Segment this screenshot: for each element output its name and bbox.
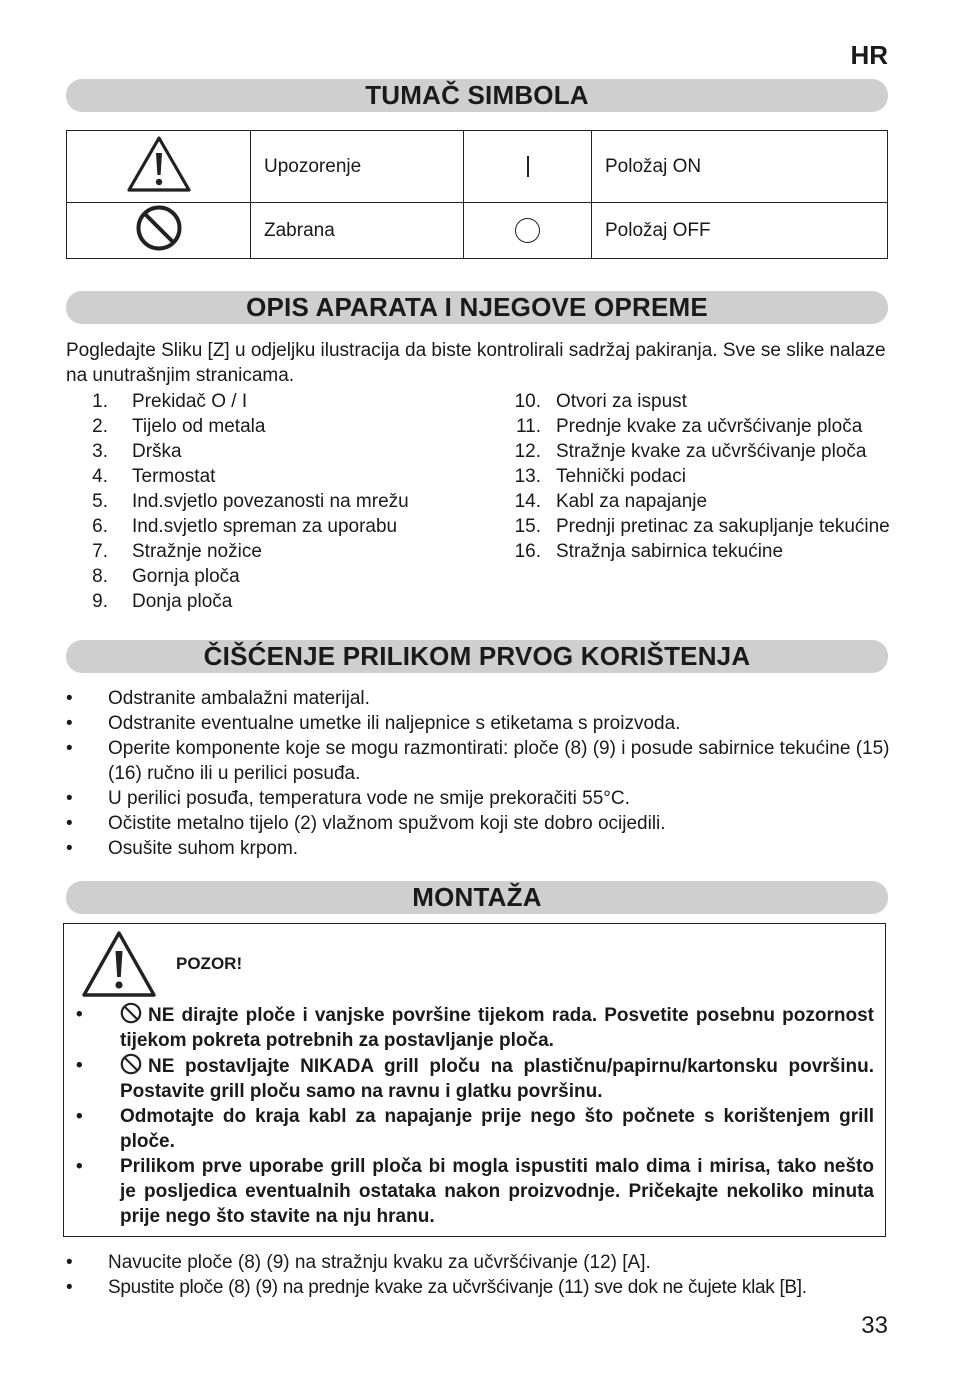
list-item [76, 1002, 874, 1053]
item-text: Donja ploča [132, 591, 233, 612]
symbol-label: Položaj ON [592, 131, 888, 203]
prohibition-icon [135, 204, 183, 252]
section-title-symbols: TUMAČ SIMBOLA [66, 79, 888, 112]
parts-list-right [505, 389, 895, 564]
item-text: Otvori za ispust [556, 391, 687, 412]
item-number: 10. [514, 391, 541, 412]
list-item [66, 389, 466, 414]
item-number: 7. [92, 541, 108, 562]
list-item [66, 564, 466, 589]
symbol-cell [464, 203, 592, 259]
item-number: 12. [514, 441, 541, 462]
item-number: 4. [92, 466, 108, 487]
list-item [505, 514, 895, 539]
item-text: Očistite metalno tijelo (2) vlažnom spužvom koji ste dobro ocijedili. [108, 813, 666, 834]
item-text: NE dirajte ploče i vanjske površine tijekom rada. Posvetite posebnu pozornost tijekom pokreta potrebnih za postavljanje ploča. [120, 1005, 874, 1051]
list-item [505, 489, 895, 514]
item-number: 5. [92, 491, 108, 512]
item-text: Prednji pretinac za sakupljanje tekućine [556, 516, 890, 537]
symbol-cell [67, 203, 251, 259]
bullet: • [76, 1055, 83, 1076]
item-text: U perilici posuđa, temperatura vode ne smije prekoračiti 55°C. [108, 788, 630, 809]
symbol-label: Zabrana [251, 203, 464, 259]
item-text: Prednje kvake za učvršćivanje ploča [556, 416, 863, 437]
item-text: Odstranite ambalažni materijal. [108, 688, 370, 709]
symbols-row [67, 131, 888, 203]
section-title-assembly: MONTAŽA [66, 881, 888, 914]
item-number: 14. [514, 491, 541, 512]
item-text: Prekidač O / I [132, 391, 248, 412]
warning-triangle-icon [126, 135, 192, 193]
bullet: • [66, 1252, 73, 1273]
item-text: Prilikom prve uporabe grill ploča bi mogla ispustiti malo dima i mirisa, tako nešto je posljedica eventualnih ostataka nakon proizvodnje. Pričekajte nekoliko minuta prije nego što stavite na nju hranu. [120, 1156, 874, 1227]
off-circle-icon [515, 218, 540, 243]
list-item [66, 539, 466, 564]
item-text: Ind.svjetlo spreman za uporabu [132, 516, 398, 537]
bullet: • [66, 688, 73, 709]
section-title-description: OPIS APARATA I NJEGOVE OPREME [66, 291, 888, 324]
item-number: 11. [515, 416, 541, 437]
symbol-label: Upozorenje [251, 131, 464, 203]
bullet: • [66, 738, 73, 759]
section-title-cleaning: ČIŠĆENJE PRILIKOM PRVOG KORIŠTENJA [66, 640, 888, 673]
symbol-label: Položaj OFF [592, 203, 888, 259]
item-text: Ind.svjetlo povezanosti na mrežu [132, 491, 409, 512]
symbol-cell [67, 131, 251, 203]
item-text: Spustite ploče (8) (9) na prednje kvake za učvršćivanje (11) sve dok ne čujete klak [B]. [108, 1277, 807, 1298]
intro-paragraph: Pogledajte Sliku [Z] u odjeljku ilustracija da biste kontrolirali sadržaj pakiranja. Sve se slike nalaze na unutrašnjim stranicama. [66, 340, 886, 386]
on-bar-icon [527, 156, 529, 177]
prohibition-icon [120, 1053, 142, 1075]
symbols-table [66, 130, 888, 259]
list-item [505, 439, 895, 464]
item-text: Navucite ploče (8) (9) na stražnju kvaku za učvršćivanje (12) [A]. [108, 1252, 651, 1273]
parts-list-left [66, 389, 466, 614]
prohibition-icon [120, 1002, 142, 1024]
item-number: 3. [92, 441, 108, 462]
item-number: 13. [514, 466, 541, 487]
warning-box [63, 923, 886, 1237]
bullet: • [76, 1004, 83, 1025]
item-text: Operite komponente koje se mogu razmontirati: ploče (8) (9) i posude sabirnice tekućine (15) (16) ručno ili u perilici posuđa. [108, 738, 890, 784]
item-text: Stražnje nožice [132, 541, 262, 562]
list-item [66, 786, 890, 811]
item-number: 1. [92, 391, 108, 412]
list-item [76, 1053, 874, 1104]
list-item [66, 686, 890, 711]
list-item [66, 1275, 890, 1300]
item-number: 16. [514, 541, 541, 562]
item-number: 6. [92, 516, 108, 537]
list-item [505, 414, 895, 439]
list-item [76, 1154, 874, 1229]
item-text: Termostat [132, 466, 216, 487]
list-item [505, 389, 895, 414]
item-text: Stražnje kvake za učvršćivanje ploča [556, 441, 867, 462]
item-text-wrap [120, 1002, 874, 1053]
item-text: NE postavljajte NIKADA grill ploču na plastičnu/papirnu/kartonsku površinu. Postavite grill ploču samo na ravnu i glatku površinu. [120, 1056, 874, 1102]
warning-triangle-icon [81, 930, 157, 998]
item-text-wrap [120, 1053, 874, 1104]
list-item [66, 1250, 890, 1275]
item-number: 8. [92, 566, 108, 587]
bullet: • [66, 788, 73, 809]
item-text: Kabl za napajanje [556, 491, 708, 512]
bullet: • [76, 1156, 83, 1177]
page-number: 33 [861, 1312, 888, 1339]
list-item [66, 439, 466, 464]
item-text: Odmotajte do kraja kabl za napajanje prije nego što počnete s korištenjem grill ploče. [120, 1106, 874, 1152]
warning-title: POZOR! [176, 954, 243, 973]
list-item [66, 836, 890, 861]
item-text: Gornja ploča [132, 566, 240, 587]
bullet: • [76, 1106, 83, 1127]
item-text: Drška [132, 441, 182, 462]
list-item [66, 489, 466, 514]
item-text: Stražnja sabirnica tekućine [556, 541, 784, 562]
bullet: • [66, 713, 73, 734]
list-item [66, 589, 466, 614]
list-item [505, 539, 895, 564]
item-text: Tijelo od metala [132, 416, 266, 437]
item-number: 9. [92, 591, 108, 612]
symbol-cell [464, 131, 592, 203]
list-item [505, 464, 895, 489]
list-item [66, 514, 466, 539]
bullet: • [66, 1277, 73, 1298]
warning-list [76, 1002, 874, 1229]
item-text: Tehnički podaci [556, 466, 686, 487]
list-item [66, 464, 466, 489]
list-item [66, 811, 890, 836]
list-item [66, 736, 890, 786]
bullet: • [66, 813, 73, 834]
list-item [66, 711, 890, 736]
item-text: Odstranite eventualne umetke ili naljepnice s etiketama s proizvoda. [108, 713, 681, 734]
item-number: 2. [92, 416, 108, 437]
list-item [66, 414, 466, 439]
list-item [76, 1104, 874, 1154]
item-number: 15. [514, 516, 541, 537]
bullet: • [66, 838, 73, 859]
assembly-steps-list [66, 1250, 890, 1300]
language-code: HR [850, 40, 888, 70]
symbols-row [67, 203, 888, 259]
item-text: Osušite suhom krpom. [108, 838, 299, 859]
cleaning-list [66, 686, 890, 861]
